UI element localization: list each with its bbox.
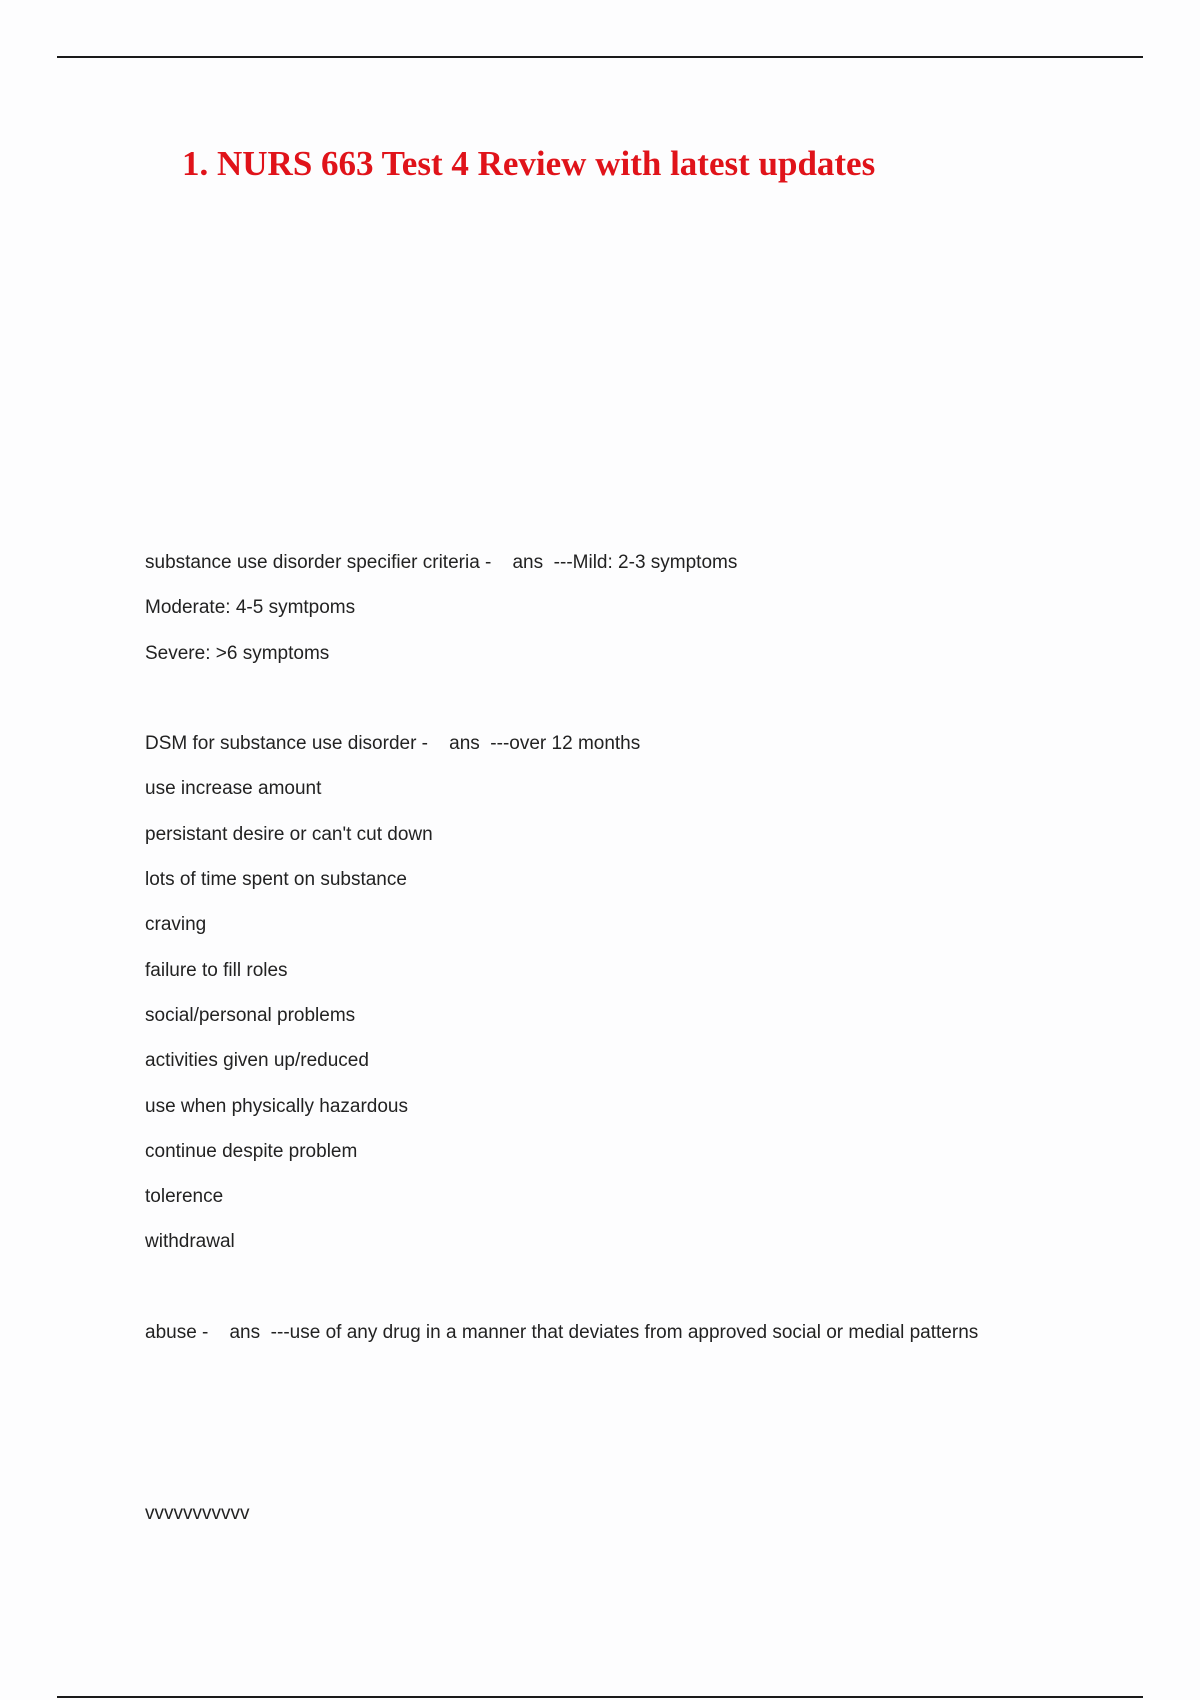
text-line: Moderate: 4-5 symtpoms (145, 597, 356, 619)
text-line: tolerence (145, 1186, 224, 1208)
text-line: social/personal problems (145, 1004, 356, 1026)
text-line: use when physically hazardous (145, 1095, 408, 1117)
trailing-text: vvvvvvvvvvv (145, 1503, 250, 1524)
blank-line (145, 687, 1145, 732)
text-line: DSM for substance use disorder - ans ---over 12 months (145, 733, 641, 755)
text-line: abuse - ans ---use of any drug in a manner that deviates from approved social or medial patterns (145, 1322, 979, 1344)
text-line: withdrawal (145, 1231, 235, 1253)
text-line: use increase amount (145, 778, 322, 800)
text-line: substance use disorder specifier criteria - ans ---Mild: 2-3 symptoms (145, 552, 738, 573)
text-line: lots of time spent on substance (145, 869, 407, 891)
text-line: continue despite problem (145, 1140, 358, 1162)
document-body (145, 551, 1145, 1366)
document-title: 1. NURS 663 Test 4 Review with latest updates (182, 144, 876, 183)
text-line: Severe: >6 symptoms (145, 642, 330, 664)
top-rule (57, 56, 1143, 58)
text-line: failure to fill roles (145, 959, 288, 981)
blank-line (145, 1276, 1145, 1321)
text-line: persistant desire or can't cut down (145, 823, 433, 845)
bottom-rule (57, 1696, 1143, 1698)
text-line: craving (145, 914, 207, 936)
text-line: activities given up/reduced (145, 1050, 369, 1072)
